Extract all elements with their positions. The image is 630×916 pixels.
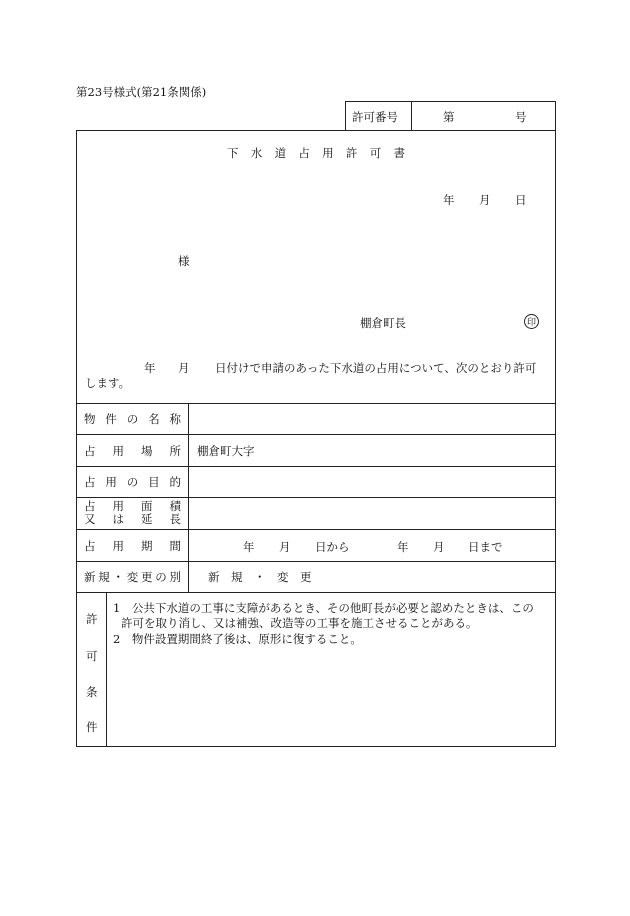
permit-number-label: 許可番号 bbox=[352, 110, 398, 124]
intro-year: 年 bbox=[144, 361, 156, 375]
area-field[interactable] bbox=[197, 498, 547, 529]
period-month-to: 月 bbox=[433, 540, 445, 554]
label-location: 占 用 場 所 bbox=[84, 443, 181, 458]
intro-line1: 日付けで申請のあった下水道の占用について、次のとおり許可 bbox=[215, 361, 537, 375]
date-month: 月 bbox=[479, 193, 491, 207]
document-title: 下 水 道 占 用 許 可 書 bbox=[227, 146, 405, 160]
label-area-line2: 又 は 延 長 bbox=[84, 512, 181, 526]
location-field[interactable]: 棚倉町大字 bbox=[197, 443, 255, 458]
form-label: 第23号様式(第21条関係) bbox=[76, 85, 207, 99]
addressee-suffix: 様 bbox=[178, 254, 190, 268]
intro-line2: します。 bbox=[85, 376, 131, 390]
permit-number-dai: 第 bbox=[443, 110, 455, 124]
label-new-change: 新 規 ・ 変 更 の 別 bbox=[84, 570, 181, 584]
date-day: 日 bbox=[515, 193, 527, 207]
date-year: 年 bbox=[443, 193, 455, 207]
conditions-label-char-1: 許 bbox=[86, 612, 98, 626]
period-year-to: 年 bbox=[397, 540, 409, 554]
issuer-name: 棚倉町長 bbox=[360, 316, 406, 330]
condition-1-line2: 許可を取り消し、又は補強、改造等の工事を施工させることがある。 bbox=[121, 616, 478, 630]
label-area-line1: 占 用 面 積 bbox=[84, 499, 181, 513]
label-period: 占 用 期 間 bbox=[84, 538, 181, 553]
condition-1-line1: 1 公共下水道の工事に支障があるとき、その他町長が必要と認めたときは、この bbox=[113, 601, 534, 615]
period-day-to: 日まで bbox=[468, 540, 503, 554]
seal-mark: 印 bbox=[524, 314, 539, 329]
conditions-label-char-3: 条 bbox=[86, 685, 98, 699]
label-purpose: 占 用 の 目 的 bbox=[84, 475, 181, 489]
period-month-from: 月 bbox=[279, 540, 291, 554]
label-property-name: 物 件 の 名 称 bbox=[84, 412, 181, 426]
period-day-from: 日から bbox=[315, 540, 350, 554]
new-change-options[interactable]: 新 規 ・ 変 更 bbox=[208, 570, 312, 584]
period-year-from: 年 bbox=[243, 540, 255, 554]
permit-number-go: 号 bbox=[515, 110, 527, 124]
purpose-field[interactable] bbox=[197, 467, 547, 497]
condition-2: 2 物件設置期間終了後は、原形に復すること。 bbox=[113, 632, 362, 646]
conditions-label-char-2: 可 bbox=[86, 649, 98, 663]
property-name-field[interactable] bbox=[197, 404, 547, 434]
conditions-label-char-4: 件 bbox=[86, 720, 98, 734]
intro-month: 月 bbox=[178, 361, 190, 375]
